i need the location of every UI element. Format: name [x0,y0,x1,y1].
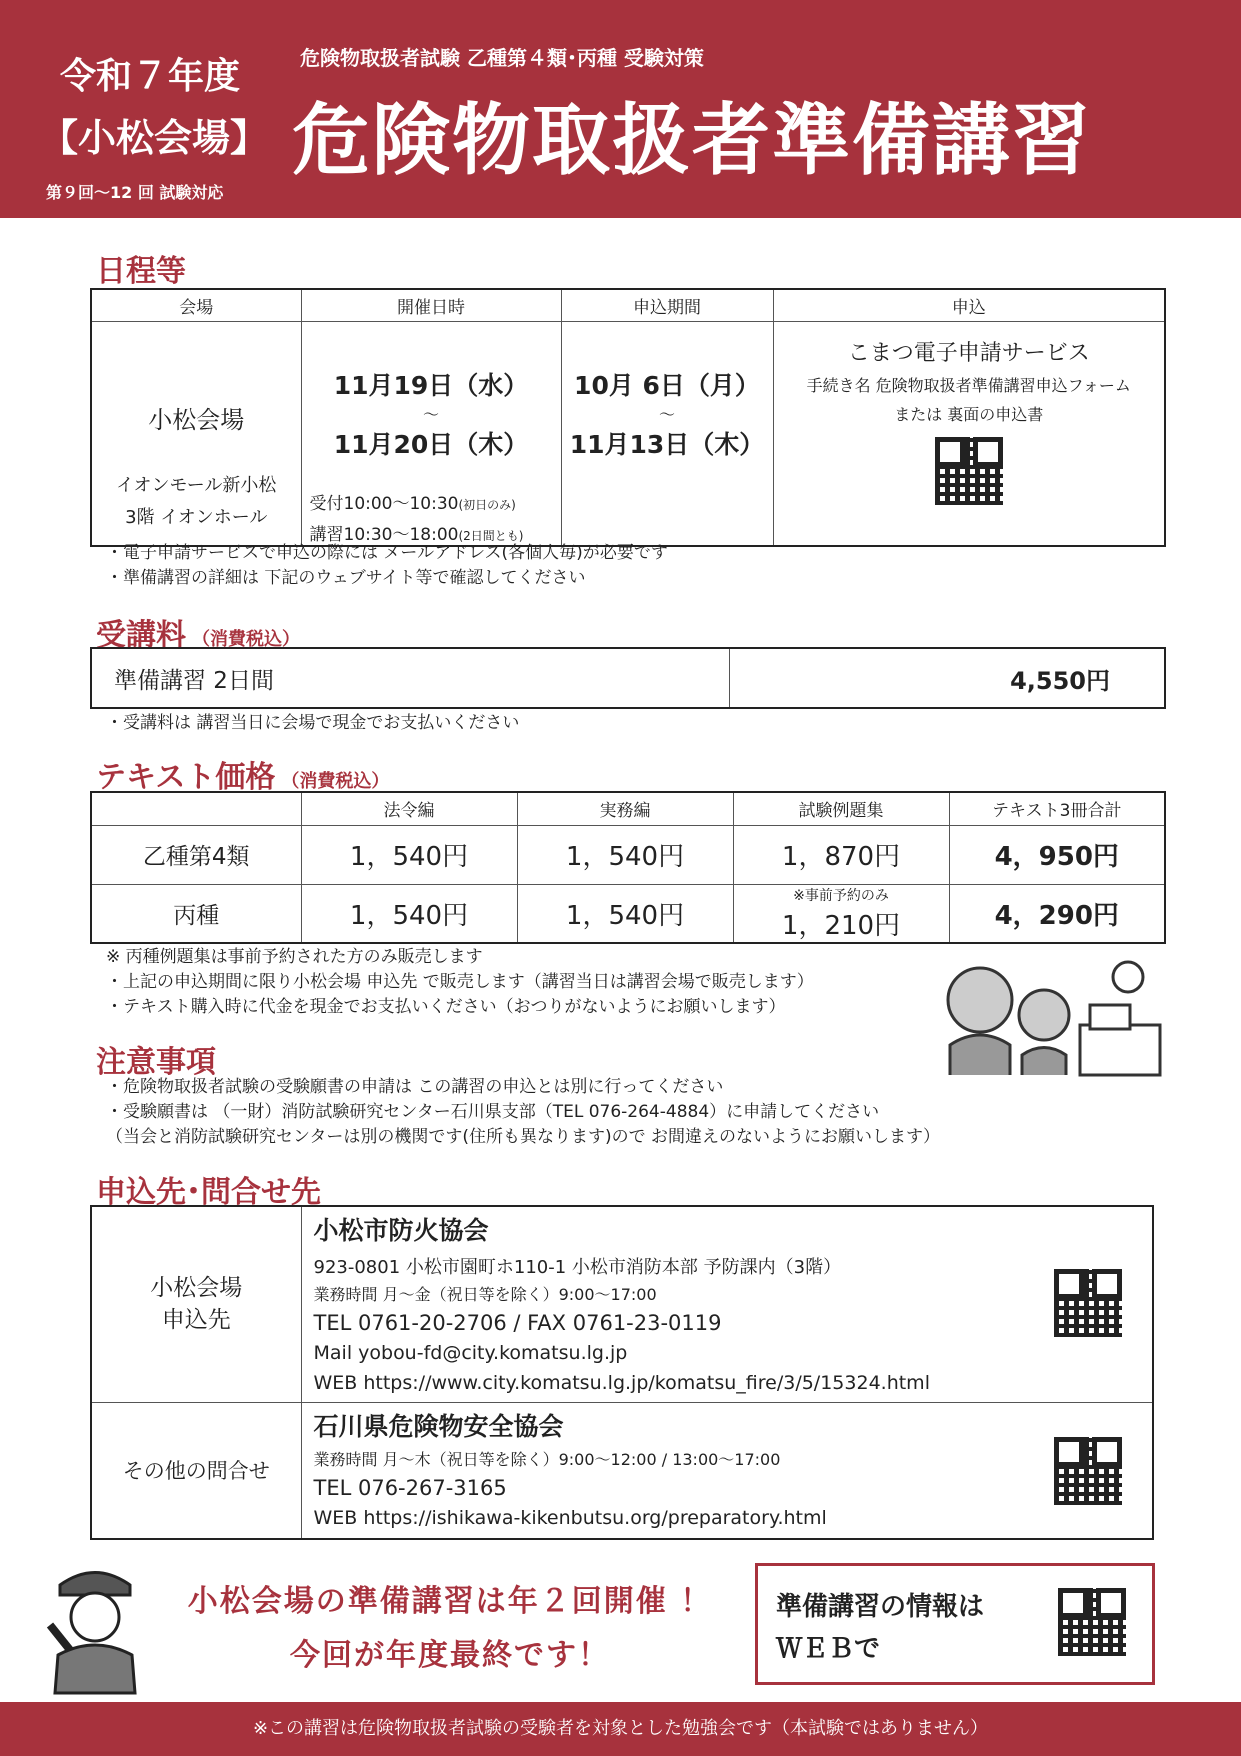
qr-code-icon[interactable] [1050,1433,1126,1509]
text-price-header-blank [91,792,301,825]
komatsu-tel: TEL 0761-20-2706 / FAX 0761-23-0119 [313,1310,722,1335]
lecture-label: 講習10:30～18:00 [309,524,459,545]
qr-code-icon[interactable] [931,433,1007,509]
caution-notes [106,1075,940,1150]
header-left [40,48,269,203]
schedule-header-date: 開催日時 [301,289,561,321]
row-practice-price: 1，540円 [517,825,733,884]
lecture-illustration [940,955,1165,1080]
period-start: 10月 6日（月） [574,370,760,400]
other-info-cell [301,1402,1153,1539]
venue-place2: 3階 イオンホール [125,506,268,528]
row-label: 乙種第4類 [91,825,301,884]
reception-time [302,489,561,514]
schedule-venue-cell [91,321,301,546]
caution-note-3: （当会と消防試験研究センターは別の機関です(住所も異なります)ので お間違えのないようにお願いします） [106,1127,940,1147]
row-total-price: 4，290円 [949,884,1165,943]
caution-note-2: ・受験願書は （一財）消防試験研究センター石川県支部（TEL 076-264-4884）に申請してください [106,1102,880,1122]
text-price-note-1: ※ 丙種例題集は事前予約された方のみ販売します [106,947,483,967]
date-end: 11月20日（木） [333,429,529,459]
fee-tax-note: （消費税込） [192,629,300,650]
fee-amount: 4,550円 [729,648,1165,708]
row-law-price: 1，540円 [301,825,517,884]
text-price-header-exam: 試験例題集 [733,792,949,825]
row-total-price: 4，950円 [949,825,1165,884]
komatsu-mail[interactable]: Mail yobou-fd@city.komatsu.lg.jp [313,1341,628,1364]
komatsu-name: 小松市防火協会 [313,1215,489,1245]
qr-code-icon[interactable] [1050,1265,1126,1341]
caution-note-1: ・危険物取扱者試験の受験願書の申請は この講習の申込とは別に行ってください [106,1077,724,1097]
period-end: 11月13日（木） [569,429,765,459]
text-price-notes [106,945,814,1020]
other-label: その他の問合せ [91,1402,301,1539]
row-exam-cell [733,884,949,943]
web-info-line-2: ＷＥＢで [776,1634,881,1664]
schedule-table [90,288,1166,547]
row-exam-price: 1，210円 [781,910,901,941]
table-row [91,825,1165,884]
text-price-note-3: ・テキスト購入時に代金を現金でお支払いください（おつりがないようにお願いします） [106,997,786,1017]
lecture-note: (2日間とも) [458,528,524,543]
komatsu-info-cell [301,1206,1153,1402]
apply-form: 手続き名 危険物取扱者準備講習申込フォーム [806,375,1131,395]
web-info-box[interactable] [755,1563,1155,1685]
schedule-date-cell [301,321,561,546]
komatsu-label-2: 申込先 [161,1307,231,1334]
fee-title: 受講料 [96,618,186,653]
contact-section-title: 申込先･問合せ先 [96,1175,321,1210]
row-exam-note: ※事前予約のみ [793,887,889,904]
promo-line-1: 小松会場の準備講習は年２回開催 ！ [187,1584,713,1619]
text-price-title: テキスト価格 [96,760,276,795]
schedule-period-cell [561,321,773,546]
web-info-line-1: 準備講習の情報は [776,1592,985,1622]
text-price-table [90,791,1166,944]
schedule-notes [106,541,668,591]
fee-table [90,647,1166,709]
caution-section-title: 注意事項 [96,1045,216,1080]
text-price-header-total: テキスト3冊合計 [949,792,1165,825]
schedule-note-1: ・電子申請サービスで申込の際には メールアドレス(各個人毎)が必要です [106,543,668,563]
apply-service: こまつ電子申請サービス [847,340,1090,366]
period-separator: ～ [658,404,675,424]
venue-name: 小松会場 [148,405,245,434]
firefighter-mascot-icon [40,1555,150,1695]
header-year: 令和７年度 [59,56,240,97]
text-price-note-2: ・上記の申込期間に限り小松会場 申込先 で販売します（講習当日は講習会場で販売します） [106,972,814,992]
other-tel: TEL 076-267-3165 [313,1476,507,1501]
qr-code-icon[interactable] [1054,1584,1130,1660]
schedule-header-venue: 会場 [91,289,301,321]
text-price-tax-note: （消費税込） [281,771,390,792]
header-subtitle: 危険物取扱者試験 乙種第４類･丙種 受験対策 [300,46,704,70]
text-price-section-title [96,752,389,796]
contact-table [90,1205,1154,1540]
komatsu-web[interactable]: WEB https://www.city.komatsu.lg.jp/komatsu_fire/3/5/15324.html [313,1371,930,1394]
komatsu-label-1: 小松会場 [150,1275,243,1302]
text-price-header-law: 法令編 [301,792,517,825]
fee-item: 準備講習 2日間 [91,648,729,708]
header-venue: 【小松会場】 [40,116,269,160]
schedule-apply-cell [773,321,1165,546]
other-hours: 業務時間 月～木（祝日等を除く）9:00～12:00 / 13:00～17:00 [313,1450,781,1470]
other-web[interactable]: WEB https://ishikawa-kikenbutsu.org/preparatory.html [313,1507,827,1530]
schedule-note-2: ・準備講習の詳細は 下記のウェブサイト等で確認してください [106,568,586,588]
fee-note: ・受講料は 講習当日に会場で現金でお支払いください [106,713,520,733]
table-row [91,884,1165,943]
komatsu-address: 923-0801 小松市園町ホ110-1 小松市消防本部 予防課内（3階） [313,1256,842,1278]
reception-label: 受付10:00～10:30 [309,493,459,514]
schedule-header-apply: 申込 [773,289,1165,321]
schedule-section-title: 日程等 [96,254,186,289]
row-practice-price: 1，540円 [517,884,733,943]
other-name: 石川県危険物安全協会 [313,1412,564,1442]
komatsu-hours: 業務時間 月～金（祝日等を除く）9:00～17:00 [313,1284,657,1304]
row-exam-price: 1，870円 [733,825,949,884]
date-separator: ～ [422,404,439,424]
komatsu-label-cell [91,1206,301,1402]
header-rounds: 第９回～12 回 試験対応 [46,183,224,202]
promo-text [150,1575,750,1683]
row-label: 丙種 [91,884,301,943]
promo-line-2: 今回が年度最終です！ [290,1638,610,1673]
row-law-price: 1，540円 [301,884,517,943]
schedule-header-period: 申込期間 [561,289,773,321]
apply-alt: または 裏面の申込書 [894,404,1044,424]
date-start: 11月19日（水） [333,370,529,400]
footer-banner: ※この講習は危険物取扱者試験の受験者を対象とした勉強会です（本試験ではありません） [0,1702,1241,1756]
header-title: 危険物取扱者準備講習 [292,96,1093,186]
text-price-header-practice: 実務編 [517,792,733,825]
venue-place1: イオンモール新小松 [116,474,277,496]
header-banner [0,0,1241,218]
reception-note: (初日のみ) [458,497,516,512]
